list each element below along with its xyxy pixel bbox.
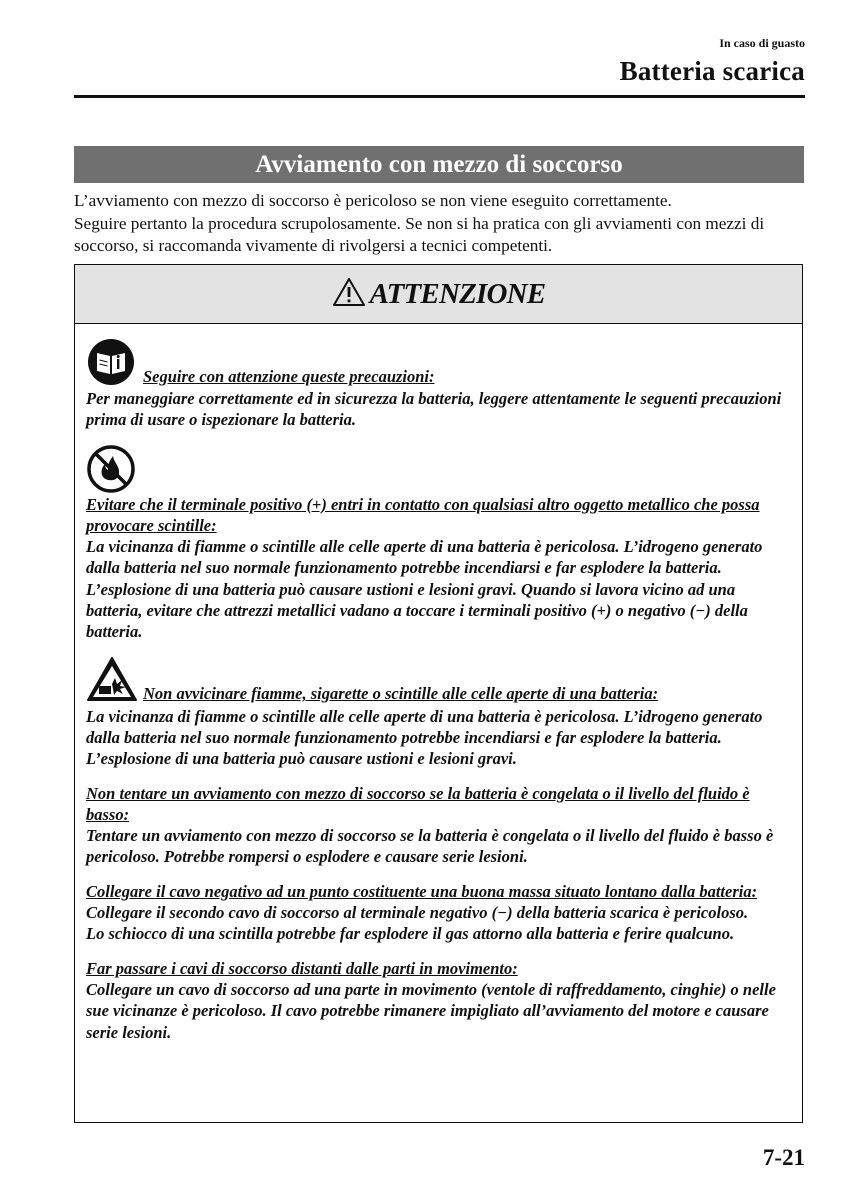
item-heading: Far passare i cavi di soccorso distanti dalle parti in movimento: [86,958,518,978]
warning-item [86,958,792,1043]
item-heading: Collegare il cavo negativo ad un punto costituente una buona massa situato lontano dalla batteria: [86,881,758,901]
warning-header [75,265,802,324]
intro-paragraph: L’avviamento con mezzo di soccorso è pericoloso se non viene eseguito correttamente. [74,191,672,210]
intro-paragraph: Seguire pertanto la procedura scrupolosamente. Se non si ha pratica con gli avviamenti con mezzi di soccorso, si raccomanda vivamente di rivolgersi a tecnici competenti. [74,213,765,255]
item-body: Tentare un avviamento con mezzo di soccorso se la batteria è congelata o il livello del fluido è basso è pericoloso. Potrebbe rompersi o esplodere e causare serie lesioni. [86,826,774,867]
item-heading: Non avvicinare fiamme, sigarette o scintille alle celle aperte di una batteria: [143,684,659,704]
page-title: Batteria scarica [619,56,805,86]
header-section: In caso di guasto [719,36,805,50]
warning-box [74,264,803,1123]
warning-triangle-icon [332,277,366,312]
page-number: 7-21 [762,1145,805,1170]
warning-item [86,338,792,431]
item-body: La vicinanza di fiamme o scintille alle celle aperte di una batteria è pericolosa. L’idrogeno generato dalla batteria nel suo normale funzionamento potrebbe incendiarsi e far esplodere la batteria. L’esplosione di una batteria può causare ustioni e lesioni gravi. [86,706,763,769]
warning-body [75,324,802,1043]
item-heading: Evitare che il terminale positivo (+) entri in contatto con qualsiasi altro oggetto metallico che possa provocare scintille: [86,494,760,535]
section-bar: Avviamento con mezzo di soccorso [74,146,804,183]
item-heading: Seguire con attenzione queste precauzioni: [143,366,435,386]
item-body: Lo schiocco di una scintilla potrebbe far esplodere il gas attorno alla batteria e ferire qualcuno. [86,924,735,944]
intro-text [74,190,809,258]
item-body: Collegare un cavo di soccorso ad una parte in movimento (ventole di raffreddamento, cinghie) o nelle sue vicinanze è pericoloso. Il cavo potrebbe rimanere impigliato all’avviamento del motore e causare serie lesioni. [86,979,776,1042]
warning-item [86,444,792,643]
explosion-warning-icon [86,656,138,706]
item-body: La vicinanza di fiamme o scintille alle celle aperte di una batteria è pericolosa. L’idrogeno generato dalla batteria nel suo normale funzionamento potrebbe incendiarsi e far esplodere la batteria. L’esplosione di una batteria può causare ustioni e lesioni gravi. Quando si lavora vicino ad una batteria, evitare che attrezzi metallici vadano a toccare i terminali positivo (+) o negativo (−) della batteria. [86,537,763,642]
warning-item [86,783,792,868]
item-body: Collegare il secondo cavo di soccorso al terminale negativo (−) della batteria scarica è pericoloso. [86,903,749,923]
warning-item [86,656,792,770]
book-info-icon [86,338,138,388]
header-divider [74,95,805,98]
item-body: Per maneggiare correttamente ed in sicurezza la batteria, leggere attentamente le seguenti precauzioni prima di usare o ispezionare la batteria. [86,389,782,430]
warning-item [86,881,792,945]
no-flame-icon [86,444,138,494]
item-heading: Non tentare un avviamento con mezzo di soccorso se la batteria è congelata o il livello del fluido è basso: [86,783,750,824]
warning-title: ATTENZIONE [369,277,546,310]
